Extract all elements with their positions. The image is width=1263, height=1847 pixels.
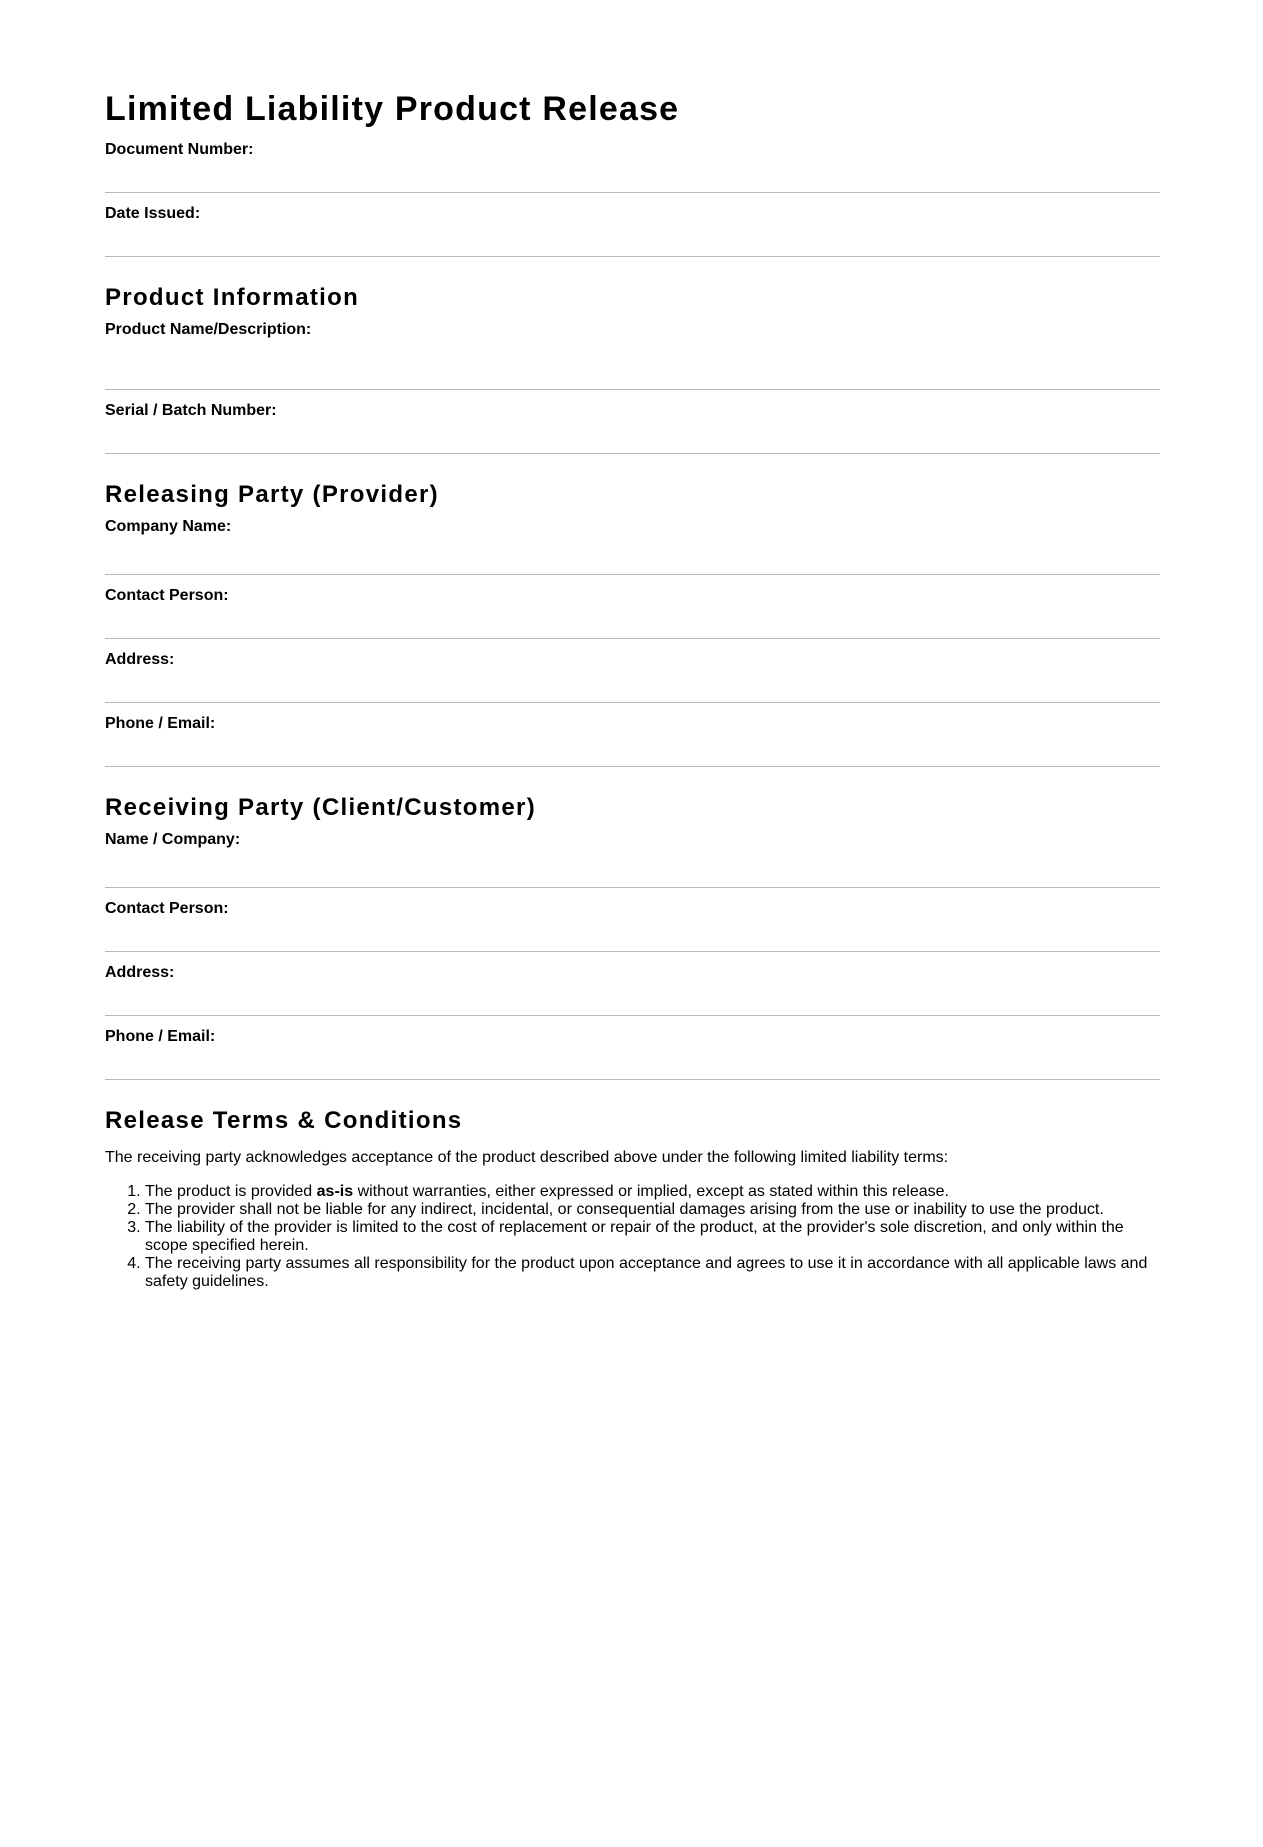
client-name-company-field[interactable]	[105, 823, 1160, 888]
section-title: Product Information	[105, 284, 360, 311]
document-page	[105, 0, 1160, 1291]
field-label: Phone / Email:	[105, 1028, 216, 1045]
section-title: Receiving Party (Client/Customer)	[105, 794, 536, 821]
client-contact-person-field[interactable]	[105, 888, 1160, 952]
term-emphasis: as-is	[316, 1183, 354, 1200]
receiving-party-section	[105, 767, 1160, 1080]
term-text: The product is provided	[145, 1183, 317, 1200]
field-label: Name / Company:	[105, 831, 241, 848]
terms-intro: The receiving party acknowledges acceptance of the product described above under the following limited liability terms:	[105, 1149, 949, 1166]
client-address-field[interactable]	[105, 952, 1160, 1016]
field-label: Contact Person:	[105, 900, 229, 917]
field-label: Contact Person:	[105, 587, 229, 604]
field-label: Company Name:	[105, 518, 232, 535]
provider-phone-email-field[interactable]	[105, 703, 1160, 767]
term-item: 2. The provider shall not be liable for any indirect, incidental, or consequential damages arising from the use or inability to use the product.	[145, 1201, 1160, 1219]
client-phone-email-field[interactable]	[105, 1016, 1160, 1080]
field-label: Product Name/Description:	[105, 321, 312, 338]
document-title: Limited Liability Product Release	[105, 90, 680, 128]
field-label: Address:	[105, 964, 175, 981]
header-fields	[105, 129, 1160, 257]
provider-contact-person-field[interactable]	[105, 575, 1160, 639]
provider-company-name-field[interactable]	[105, 510, 1160, 575]
provider-address-field[interactable]	[105, 639, 1160, 703]
field-label: Serial / Batch Number:	[105, 402, 277, 419]
field-label: Document Number:	[105, 141, 254, 158]
term-item: 3. The liability of the provider is limited to the cost of replacement or repair of the product, at the provider's sole discretion, and only within the scope specified herein.	[145, 1219, 1160, 1255]
terms-list	[105, 1167, 1160, 1291]
product-name-field[interactable]	[105, 313, 1160, 390]
section-title: Release Terms & Conditions	[105, 1107, 463, 1134]
term-text: without warranties, either expressed or implied, except as stated within this release.	[353, 1183, 949, 1200]
document-number-field[interactable]	[105, 129, 1160, 193]
terms-section	[105, 1080, 1160, 1291]
product-information-section	[105, 257, 1160, 454]
term-item	[145, 1183, 1160, 1201]
section-title: Releasing Party (Provider)	[105, 481, 439, 508]
releasing-party-section	[105, 454, 1160, 767]
term-item: 4. The receiving party assumes all responsibility for the product upon acceptance and agrees to use it in accordance with all applicable laws and safety guidelines.	[145, 1255, 1160, 1291]
field-label: Phone / Email:	[105, 715, 216, 732]
field-label: Address:	[105, 651, 175, 668]
serial-batch-field[interactable]	[105, 390, 1160, 454]
field-label: Date Issued:	[105, 205, 201, 222]
date-issued-field[interactable]	[105, 193, 1160, 257]
